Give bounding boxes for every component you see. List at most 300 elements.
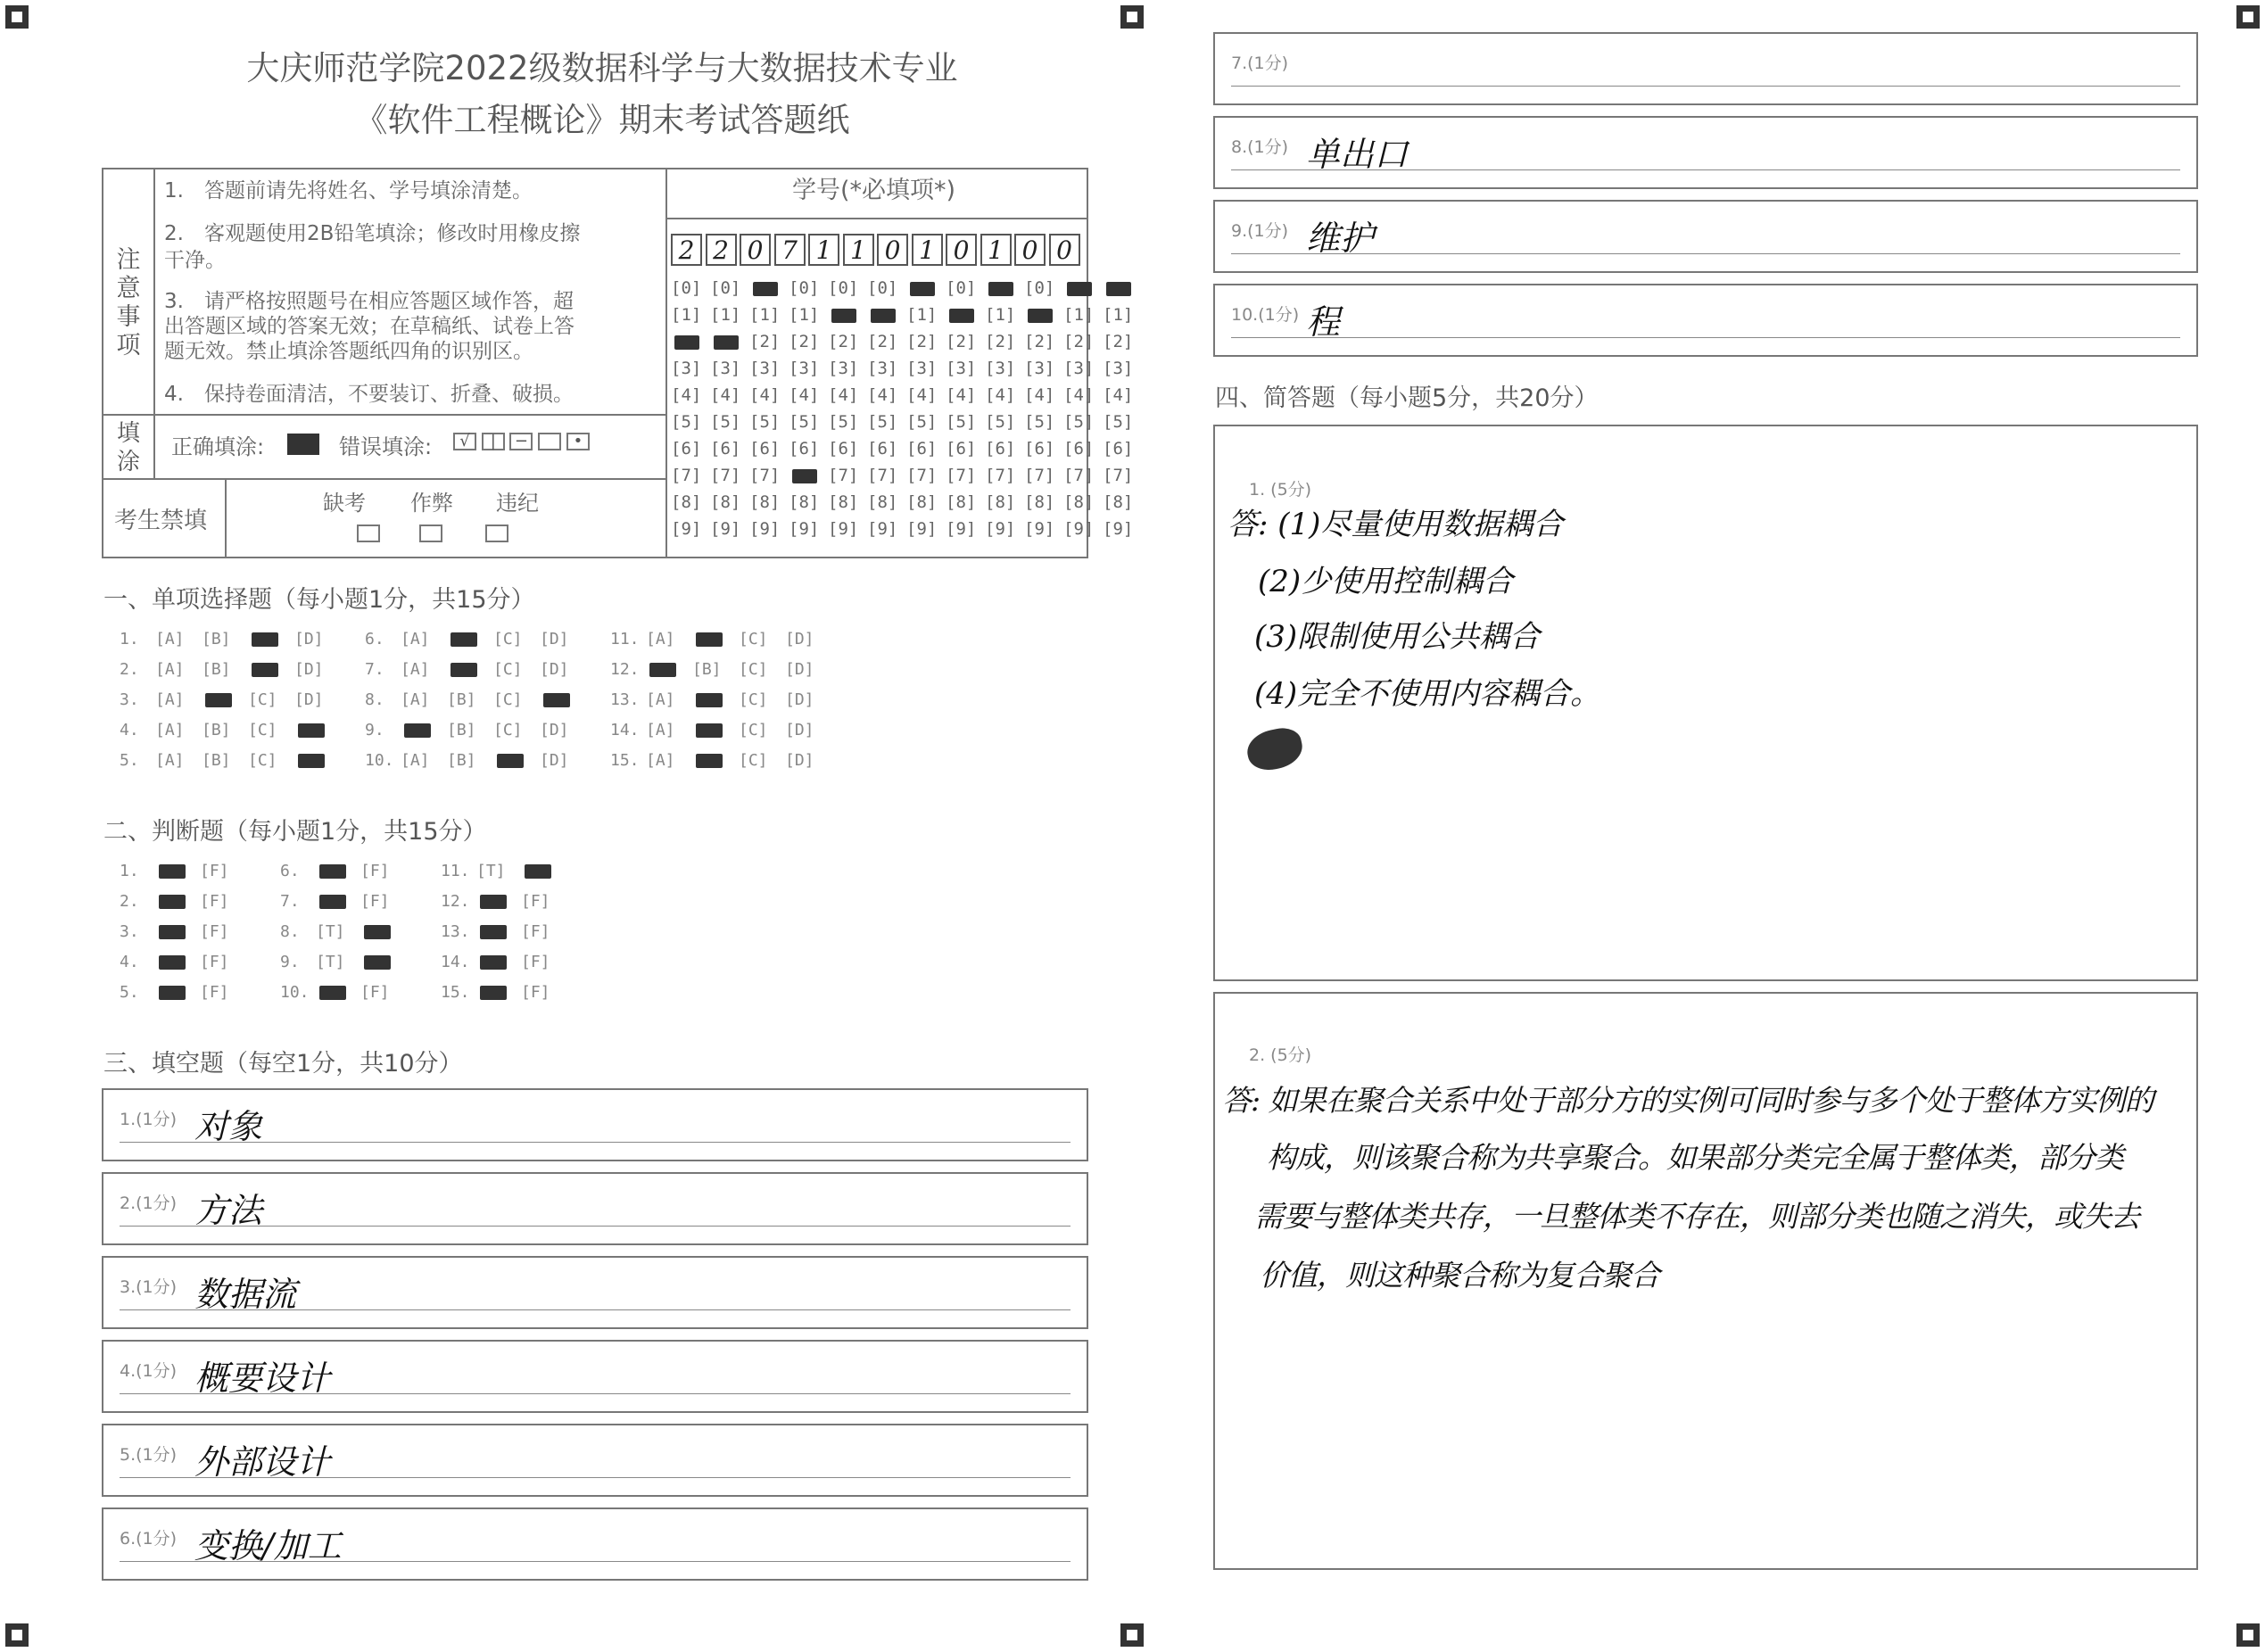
answer-bubble[interactable]: [B]: [202, 751, 231, 770]
answer-bubble[interactable]: [T]: [476, 862, 506, 880]
student-id-bubble[interactable]: [2]: [985, 332, 1016, 351]
student-id-bubble[interactable]: [6]: [906, 439, 938, 458]
candidate-checkbox-cheat[interactable]: [419, 525, 442, 542]
student-id-bubble[interactable]: [2]: [1063, 332, 1095, 351]
student-id-digit-cell[interactable]: 0: [877, 234, 908, 266]
answer-bubble[interactable]: [294, 721, 341, 739]
answer-bubble[interactable]: [155, 922, 200, 941]
student-id-bubble[interactable]: [9]: [749, 519, 781, 539]
student-id-bubble[interactable]: [9]: [671, 519, 702, 539]
student-id-bubble[interactable]: [3]: [828, 359, 859, 378]
student-id-bubble[interactable]: [6]: [749, 439, 781, 458]
answer-bubble[interactable]: [248, 660, 294, 679]
candidate-checkbox-violation[interactable]: [485, 525, 508, 542]
fill-blank-answer-box[interactable]: [1213, 284, 2198, 357]
answer-bubble[interactable]: [F]: [200, 983, 229, 1002]
answer-bubble[interactable]: [646, 660, 692, 679]
student-id-bubble[interactable]: [0]: [946, 278, 977, 298]
answer-bubble[interactable]: [B]: [202, 721, 231, 739]
fill-blank-handwritten-answer: 维护: [1306, 219, 1375, 258]
answer-bubble[interactable]: [F]: [521, 922, 550, 941]
filled-bubble: [792, 469, 817, 483]
fill-blank-label: 5.(1分): [120, 1445, 178, 1465]
answer-bubble[interactable]: [692, 721, 739, 739]
student-id-digit-cell[interactable]: 1: [912, 234, 943, 266]
answer-bubble[interactable]: [316, 983, 360, 1002]
question-number: 12.: [610, 660, 640, 679]
student-id-bubble[interactable]: [8]: [749, 492, 781, 512]
question-number: 1.: [120, 862, 139, 880]
answer-bubble[interactable]: [476, 922, 521, 941]
student-id-digit-cell[interactable]: 2: [671, 234, 702, 266]
filled-bubble: [753, 282, 778, 296]
student-id-bubble[interactable]: [1]: [906, 305, 938, 325]
answer-bubble[interactable]: [A]: [401, 630, 430, 648]
student-id-bubble[interactable]: [5]: [985, 412, 1016, 432]
short-answer-1-label: 1. (5分): [1249, 480, 1312, 500]
student-id-bubble[interactable]: [985, 278, 1024, 298]
student-id-bubble[interactable]: [3]: [906, 359, 938, 378]
student-id-bubble[interactable]: [7]: [749, 466, 781, 485]
student-id-bubble[interactable]: [4]: [867, 385, 898, 405]
student-id-bubble[interactable]: [9]: [710, 519, 741, 539]
true-false-question: [441, 922, 566, 941]
student-id-bubble-row: [671, 278, 1142, 298]
candidate-label: 考生禁填: [114, 508, 208, 534]
student-id-bubble[interactable]: [6]: [710, 439, 741, 458]
filled-bubble: [714, 335, 739, 350]
student-id-bubble[interactable]: [946, 305, 985, 325]
student-id-digit-cell[interactable]: 1: [808, 234, 839, 266]
answer-bubble[interactable]: [A]: [646, 690, 675, 709]
student-id-bubble[interactable]: [1]: [1103, 305, 1134, 325]
answer-bubble[interactable]: [692, 630, 739, 648]
answer-bubble[interactable]: [294, 751, 341, 770]
fill-blank-handwritten-answer: 概要设计: [194, 1359, 331, 1398]
answer-bubble[interactable]: [F]: [360, 862, 390, 880]
answer-bubble[interactable]: [B]: [447, 690, 476, 709]
student-id-bubble[interactable]: [8]: [946, 492, 977, 512]
filled-bubble: [252, 632, 278, 647]
student-id-bubble[interactable]: [5]: [828, 412, 859, 432]
student-id-bubble[interactable]: [6]: [789, 439, 820, 458]
student-id-bubble[interactable]: [4]: [710, 385, 741, 405]
student-id-bubble[interactable]: [0]: [867, 278, 898, 298]
student-id-bubble[interactable]: [5]: [906, 412, 938, 432]
question-number: 2.: [120, 660, 139, 679]
student-id-bubble[interactable]: [2]: [1024, 332, 1055, 351]
student-id-bubble[interactable]: [0]: [671, 278, 702, 298]
answer-bubble[interactable]: [316, 862, 360, 880]
answer-bubble[interactable]: [A]: [401, 751, 430, 770]
student-id-bubble[interactable]: [5]: [946, 412, 977, 432]
student-id-bubble[interactable]: [3]: [946, 359, 977, 378]
student-id-bubble[interactable]: [3]: [867, 359, 898, 378]
student-id-bubble[interactable]: [2]: [1103, 332, 1134, 351]
answer-bubble[interactable]: [D]: [294, 630, 324, 648]
student-id-bubble[interactable]: [5]: [867, 412, 898, 432]
student-id-bubble-row: [671, 466, 1142, 485]
question-number: 1.: [120, 630, 139, 648]
student-id-digit-cell[interactable]: 7: [774, 234, 806, 266]
answer-bubble[interactable]: [A]: [401, 660, 430, 679]
question-number: 10.: [365, 751, 394, 770]
answer-bubble[interactable]: [D]: [540, 721, 569, 739]
question-number: 7.: [365, 660, 384, 679]
student-id-bubble[interactable]: [2]: [906, 332, 938, 351]
notice-item-3c: 题无效。禁止填涂答题纸四角的识别区。: [164, 340, 533, 363]
student-id-bubble[interactable]: [1]: [985, 305, 1016, 325]
student-id-bubble[interactable]: [4]: [828, 385, 859, 405]
student-id-bubble[interactable]: [5]: [671, 412, 702, 432]
true-false-question: [120, 892, 244, 911]
answer-bubble[interactable]: [C]: [739, 751, 768, 770]
answer-bubble[interactable]: [C]: [493, 721, 523, 739]
candidate-option-violation: 违纪: [496, 491, 539, 516]
student-id-bubble[interactable]: [5]: [789, 412, 820, 432]
fill-blank-label: 6.(1分): [120, 1529, 178, 1549]
single-choice-question: [120, 690, 341, 709]
student-id-bubble[interactable]: [4]: [1103, 385, 1134, 405]
student-id-bubble[interactable]: [6]: [1103, 439, 1134, 458]
answer-bubble[interactable]: [447, 630, 493, 648]
student-id-digit-cell[interactable]: 0: [1049, 234, 1080, 266]
answer-bubble[interactable]: [C]: [739, 721, 768, 739]
answer-bubble[interactable]: [D]: [785, 630, 814, 648]
answer-bubble[interactable]: [B]: [447, 721, 476, 739]
filled-bubble: [451, 632, 477, 647]
answer-bubble[interactable]: [248, 630, 294, 648]
answer-bubble[interactable]: [D]: [540, 751, 569, 770]
answer-bubble[interactable]: [476, 983, 521, 1002]
question-number: 3.: [120, 922, 139, 941]
student-id-bubble[interactable]: [906, 278, 946, 298]
answer-bubble[interactable]: [476, 892, 521, 911]
answer-bubble[interactable]: [A]: [646, 751, 675, 770]
student-id-bubble[interactable]: [5]: [1103, 412, 1134, 432]
student-id-bubble[interactable]: [9]: [946, 519, 977, 539]
single-choice-question: [610, 721, 831, 739]
student-id-bubble[interactable]: [6]: [1063, 439, 1095, 458]
short-answer-1-line-4: (4)完全不使用内容耦合。: [1254, 676, 1601, 712]
answer-bubble[interactable]: [C]: [739, 660, 768, 679]
answer-bubble[interactable]: [A]: [155, 690, 185, 709]
page-title-line1: 大庆师范学院2022级数据科学与大数据技术专业: [246, 49, 958, 87]
student-id-bubble[interactable]: [8]: [867, 492, 898, 512]
student-id-bubble[interactable]: [8]: [828, 492, 859, 512]
filled-bubble: [159, 864, 186, 879]
student-id-bubble[interactable]: [7]: [710, 466, 741, 485]
answer-bubble[interactable]: [F]: [200, 922, 229, 941]
answer-bubble[interactable]: [F]: [521, 953, 550, 971]
answer-bubble[interactable]: [D]: [785, 751, 814, 770]
answer-bubble[interactable]: [F]: [360, 892, 390, 911]
student-id-bubble[interactable]: [4]: [671, 385, 702, 405]
answer-bubble[interactable]: [A]: [646, 721, 675, 739]
answer-bubble[interactable]: [316, 892, 360, 911]
student-id-bubble[interactable]: [5]: [1063, 412, 1095, 432]
student-id-bubble[interactable]: [7]: [906, 466, 938, 485]
answer-bubble[interactable]: [476, 953, 521, 971]
student-id-digit-cell[interactable]: 2: [706, 234, 737, 266]
filled-bubble: [696, 693, 723, 707]
notice-item-4: 4. 保持卷面清洁，不要装订、折叠、破损。: [164, 383, 574, 406]
student-id-bubble[interactable]: [3]: [710, 359, 741, 378]
student-id-bubble[interactable]: [5]: [749, 412, 781, 432]
student-id-bubble[interactable]: [1103, 278, 1142, 298]
fill-blank-label: 9.(1分): [1231, 221, 1289, 241]
answer-bubble[interactable]: [F]: [360, 983, 390, 1002]
student-id-bubble[interactable]: [4]: [946, 385, 977, 405]
student-id-bubble[interactable]: [671, 332, 710, 351]
answer-bubble[interactable]: [540, 690, 586, 709]
single-choice-question: [610, 660, 831, 679]
student-id-digit-cell[interactable]: 0: [946, 234, 977, 266]
student-id-bubble[interactable]: [2]: [789, 332, 820, 351]
single-choice-question: [610, 630, 831, 648]
question-number: 15.: [610, 751, 640, 770]
answer-bubble[interactable]: [A]: [155, 630, 185, 648]
answer-bubble[interactable]: [A]: [646, 630, 675, 648]
filled-bubble: [988, 282, 1013, 296]
student-id-bubble[interactable]: [9]: [1063, 519, 1095, 539]
student-id-bubble[interactable]: [3]: [985, 359, 1016, 378]
student-id-bubble[interactable]: [0]: [710, 278, 741, 298]
answer-bubble[interactable]: [A]: [155, 721, 185, 739]
answer-bubble[interactable]: [692, 751, 739, 770]
student-id-digit-cell[interactable]: 0: [740, 234, 771, 266]
short-answer-2-label: 2. (5分): [1249, 1045, 1312, 1065]
candidate-checkbox-absent[interactable]: [357, 525, 380, 542]
student-id-bubble[interactable]: [710, 332, 749, 351]
corner-mark-bottom-left: [5, 1623, 29, 1647]
fill-blank-label: 4.(1分): [120, 1361, 178, 1381]
student-id-bubble[interactable]: [3]: [1063, 359, 1095, 378]
answer-bubble[interactable]: [D]: [785, 721, 814, 739]
answer-bubble[interactable]: [155, 892, 200, 911]
true-false-question: [441, 892, 566, 911]
filled-bubble: [543, 693, 570, 707]
student-id-bubble[interactable]: [9]: [828, 519, 859, 539]
student-id-bubble[interactable]: [7]: [1103, 466, 1134, 485]
answer-bubble[interactable]: [D]: [785, 660, 814, 679]
single-choice-question: [120, 660, 341, 679]
student-id-bubble[interactable]: [2]: [749, 332, 781, 351]
student-id-bubble[interactable]: [6]: [671, 439, 702, 458]
student-id-bubble[interactable]: [1]: [671, 305, 702, 325]
student-id-bubble[interactable]: [9]: [906, 519, 938, 539]
student-id-bubble[interactable]: [6]: [828, 439, 859, 458]
answer-bubble[interactable]: [T]: [316, 922, 345, 941]
student-id-bubble[interactable]: [0]: [828, 278, 859, 298]
true-false-question: [441, 862, 566, 880]
student-id-bubble[interactable]: [8]: [671, 492, 702, 512]
answer-bubble[interactable]: [155, 953, 200, 971]
fill-blank-handwritten-answer: 单出口: [1306, 135, 1409, 174]
answer-bubble[interactable]: [C]: [493, 690, 523, 709]
fill-blank-answer-box[interactable]: [1213, 32, 2198, 105]
student-id-bubble[interactable]: [7]: [985, 466, 1016, 485]
single-choice-question: [365, 630, 586, 648]
answer-bubble[interactable]: [C]: [739, 690, 768, 709]
answer-bubble[interactable]: [C]: [248, 751, 277, 770]
answer-bubble[interactable]: [C]: [493, 660, 523, 679]
answer-bubble[interactable]: [360, 953, 405, 971]
answer-bubble[interactable]: [401, 721, 447, 739]
answer-bubble[interactable]: [F]: [200, 862, 229, 880]
answer-bubble[interactable]: [360, 922, 405, 941]
student-id-bubble[interactable]: [8]: [1024, 492, 1055, 512]
filled-bubble: [404, 723, 431, 738]
student-id-bubble[interactable]: [4]: [1063, 385, 1095, 405]
answer-bubble[interactable]: [C]: [739, 630, 768, 648]
answer-bubble[interactable]: [B]: [202, 630, 231, 648]
student-id-bubble[interactable]: [1]: [1063, 305, 1095, 325]
true-false-question: [280, 922, 405, 941]
answer-bubble[interactable]: [B]: [447, 751, 476, 770]
student-id-bubble[interactable]: [3]: [1024, 359, 1055, 378]
student-id-bubble[interactable]: [7]: [1024, 466, 1055, 485]
student-id-bubble[interactable]: [4]: [1024, 385, 1055, 405]
student-id-bubble[interactable]: [5]: [710, 412, 741, 432]
answer-bubble[interactable]: [F]: [521, 892, 550, 911]
answer-bubble[interactable]: [A]: [155, 751, 185, 770]
single-choice-question: [365, 660, 586, 679]
answer-bubble[interactable]: [C]: [493, 630, 523, 648]
student-id-bubble[interactable]: [867, 305, 906, 325]
student-id-bubble[interactable]: [1024, 305, 1063, 325]
answer-bubble[interactable]: [A]: [155, 660, 185, 679]
question-number: 7.: [280, 892, 300, 911]
fill-blank-label: 10.(1分): [1231, 305, 1300, 325]
filled-bubble: [159, 895, 186, 909]
student-id-bubble[interactable]: [4]: [906, 385, 938, 405]
student-id-bubble[interactable]: [749, 278, 789, 298]
student-id-bubble[interactable]: [7]: [828, 466, 859, 485]
student-id-bubble[interactable]: [9]: [1103, 519, 1134, 539]
student-id-bubble[interactable]: [8]: [789, 492, 820, 512]
answer-bubble[interactable]: [D]: [540, 660, 569, 679]
notice-item-3: 3. 请严格按照题号在相应答题区域作答，超: [164, 290, 574, 313]
answer-bubble[interactable]: [D]: [294, 660, 324, 679]
student-id-bubble[interactable]: [828, 305, 867, 325]
student-id-bubble[interactable]: [9]: [985, 519, 1016, 539]
answer-bubble[interactable]: [202, 690, 248, 709]
answer-bubble[interactable]: [F]: [200, 892, 229, 911]
short-answer-1-line-2: (2)少使用控制耦合: [1258, 564, 1514, 599]
student-id-bubble[interactable]: [6]: [946, 439, 977, 458]
answer-bubble[interactable]: [155, 862, 200, 880]
student-id-bubble[interactable]: [0]: [789, 278, 820, 298]
student-id-bubble[interactable]: [4]: [985, 385, 1016, 405]
student-id-bubble[interactable]: [4]: [789, 385, 820, 405]
filled-bubble: [480, 925, 507, 939]
notice-item-2b: 干净。: [164, 249, 226, 272]
answer-bubble[interactable]: [521, 862, 566, 880]
student-id-bubble[interactable]: [6]: [985, 439, 1016, 458]
answer-bubble[interactable]: [692, 690, 739, 709]
student-id-bubble[interactable]: [9]: [789, 519, 820, 539]
answer-bubble[interactable]: [B]: [202, 660, 231, 679]
corner-mark-top-middle: [1120, 5, 1144, 29]
student-id-bubble[interactable]: [1063, 278, 1103, 298]
student-id-digit-cell[interactable]: 0: [1014, 234, 1046, 266]
answer-bubble[interactable]: [493, 751, 540, 770]
filled-bubble: [696, 754, 723, 768]
student-id-bubble[interactable]: [9]: [867, 519, 898, 539]
answer-bubble[interactable]: [C]: [248, 690, 277, 709]
corner-mark-top-right: [2236, 5, 2260, 29]
question-number: 2.: [120, 892, 139, 911]
answer-bubble[interactable]: [447, 660, 493, 679]
single-choice-question: [120, 721, 341, 739]
student-id-bubble[interactable]: [0]: [1024, 278, 1055, 298]
short-answer-2-line-2: 构成，则该聚合称为共享聚合。如果部分类完全属于整体类，部分类: [1267, 1140, 2123, 1175]
true-false-question: [280, 892, 405, 911]
student-id-bubble[interactable]: [7]: [946, 466, 977, 485]
student-id-bubble[interactable]: [789, 466, 828, 485]
student-id-bubble[interactable]: [2]: [867, 332, 898, 351]
student-id-bubble[interactable]: [3]: [749, 359, 781, 378]
student-id-bubble[interactable]: [8]: [906, 492, 938, 512]
answer-bubble[interactable]: [D]: [540, 630, 569, 648]
question-number: 3.: [120, 690, 139, 709]
answer-bubble[interactable]: [F]: [200, 953, 229, 971]
student-id-bubble[interactable]: [4]: [749, 385, 781, 405]
student-id-bubble[interactable]: [8]: [1103, 492, 1134, 512]
single-choice-question: [365, 721, 586, 739]
filled-bubble: [497, 754, 524, 768]
question-number: 8.: [280, 922, 300, 941]
student-id-bubble[interactable]: [3]: [789, 359, 820, 378]
candidate-option-cheat: 作弊: [410, 491, 453, 516]
student-id-bubble[interactable]: [6]: [867, 439, 898, 458]
student-id-bubble[interactable]: [7]: [671, 466, 702, 485]
answer-bubble[interactable]: [F]: [521, 983, 550, 1002]
answer-bubble[interactable]: [T]: [316, 953, 345, 971]
filled-bubble: [319, 986, 346, 1000]
student-id-bubble[interactable]: [3]: [1103, 359, 1134, 378]
student-id-bubble[interactable]: [2]: [828, 332, 859, 351]
answer-bubble[interactable]: [A]: [401, 690, 430, 709]
student-id-bubble[interactable]: [7]: [1063, 466, 1095, 485]
single-choice-question: [365, 690, 586, 709]
student-id-bubble[interactable]: [1]: [789, 305, 820, 325]
student-id-bubble[interactable]: [5]: [1024, 412, 1055, 432]
student-id-digit-cell[interactable]: 1: [980, 234, 1012, 266]
student-id-digit-cell[interactable]: 1: [843, 234, 874, 266]
answer-bubble[interactable]: [155, 983, 200, 1002]
true-false-question: [120, 922, 244, 941]
student-id-bubble[interactable]: [8]: [1063, 492, 1095, 512]
student-id-bubble[interactable]: [6]: [1024, 439, 1055, 458]
student-id-bubble-row: [671, 305, 1142, 325]
student-id-bubble[interactable]: [7]: [867, 466, 898, 485]
answer-bubble[interactable]: [B]: [692, 660, 722, 679]
answer-bubble[interactable]: [D]: [294, 690, 324, 709]
true-false-question: [441, 953, 566, 971]
section-true-false-title: 二、判断题（每小题1分，共15分）: [103, 818, 487, 846]
answer-bubble[interactable]: [C]: [248, 721, 277, 739]
student-id-bubble[interactable]: [8]: [985, 492, 1016, 512]
student-id-bubble[interactable]: [8]: [710, 492, 741, 512]
student-id-bubble[interactable]: [1]: [710, 305, 741, 325]
answer-bubble[interactable]: [D]: [785, 690, 814, 709]
student-id-bubble[interactable]: [9]: [1024, 519, 1055, 539]
student-id-bubble[interactable]: [2]: [946, 332, 977, 351]
student-id-bubble[interactable]: [1]: [749, 305, 781, 325]
student-id-bubble[interactable]: [3]: [671, 359, 702, 378]
